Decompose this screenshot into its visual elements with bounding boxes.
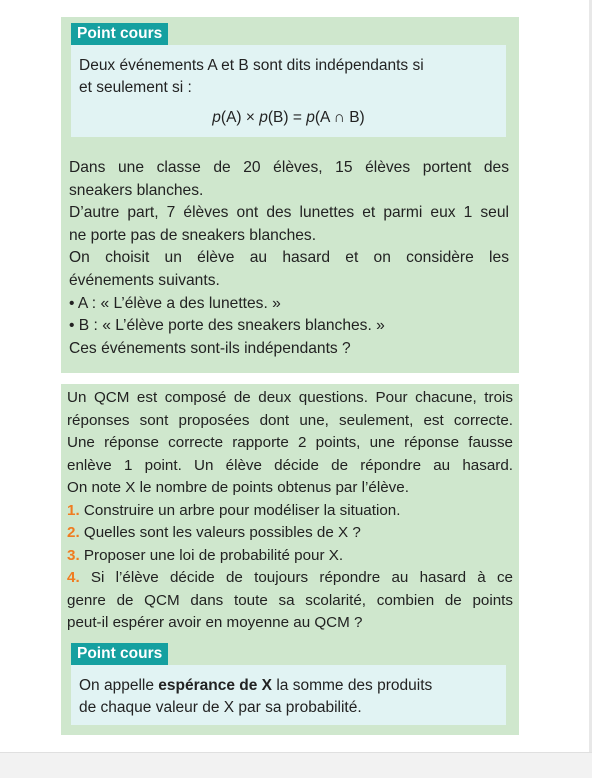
- formula-p: p: [306, 109, 315, 126]
- definition-line: de chaque valeur de X par sa probabilité.: [79, 699, 362, 716]
- definition-line: [79, 675, 499, 697]
- formula-part: (B) =: [267, 109, 307, 126]
- intro-line: On note X le nombre de points obtenus par l’élève.: [67, 479, 409, 496]
- question-4-line: peut-il espérer avoir en moyenne au QCM ?: [67, 614, 363, 631]
- question-text: Proposer une loi de probabilité pour X.: [79, 546, 344, 564]
- point-cours-definition: [79, 55, 499, 99]
- intro-line: Un QCM est composé de deux questions. Pour chacune, trois: [67, 389, 513, 406]
- exercise-2-statement: [67, 387, 513, 635]
- statement-line: sneakers blanches.: [69, 181, 204, 199]
- exercise-2-block: [61, 384, 519, 735]
- definition-term: espérance de X: [158, 677, 273, 694]
- event-a-line: • A : « L’élève a des lunettes. »: [69, 294, 281, 312]
- statement-line: événements suivants.: [69, 271, 220, 289]
- question-text: Quelles sont les valeurs possibles de X ?: [79, 524, 361, 541]
- statement-line: On choisit un élève au hasard et on considère les: [69, 249, 509, 267]
- point-cours-definition: [79, 675, 499, 719]
- exercise-1-statement: [69, 157, 509, 360]
- question-3: [67, 545, 513, 568]
- exercise-1-block: [61, 17, 519, 373]
- question-4-line: genre de QCM dans toute sa scolarité, combien de points: [67, 591, 513, 609]
- definition-text: On appelle: [79, 677, 159, 694]
- question-4: [67, 567, 513, 590]
- point-cours-label: Point cours: [71, 23, 168, 45]
- definition-line: Deux événements A et B sont dits indépendants si: [79, 57, 424, 74]
- point-cours-label: Point cours: [71, 643, 168, 665]
- intro-line: Une réponse correcte rapporte 2 points, une réponse fausse: [67, 434, 513, 451]
- question-number: 2.: [67, 524, 80, 541]
- definition-text: la somme des produits: [272, 677, 433, 694]
- question-number: 1.: [67, 501, 80, 519]
- statement-line: Dans une classe de 20 élèves, 15 élèves portent des: [69, 159, 509, 176]
- independence-formula: [71, 107, 506, 129]
- intro-line: réponses sont proposées dont une, seulement, est correcte.: [67, 411, 513, 429]
- statement-line: ne porte pas de sneakers blanches.: [69, 226, 317, 244]
- statement-line: D’autre part, 7 élèves ont des lunettes et parmi eux 1 seul: [69, 204, 509, 222]
- question-2: [67, 522, 513, 545]
- definition-line: et seulement si :: [79, 79, 192, 96]
- formula-p: p: [259, 109, 268, 126]
- point-cours-box: [71, 45, 506, 137]
- footer-bar: [0, 752, 592, 778]
- formula-part: (A ∩ B): [314, 109, 365, 126]
- question-text: Si l’élève décide de toujours répondre au hasard à ce: [79, 569, 513, 586]
- question-number: 3.: [67, 546, 80, 564]
- point-cours-box: [71, 665, 506, 725]
- question-1: [67, 500, 513, 523]
- question-number: 4.: [67, 569, 80, 586]
- question-text: Construire un arbre pour modéliser la situation.: [79, 501, 401, 519]
- intro-line: enlève 1 point. Un élève décide de répondre au hasard.: [67, 456, 513, 474]
- formula-p: p: [212, 109, 221, 126]
- formula-part: (A) ×: [220, 109, 260, 126]
- event-b-line: • B : « L’élève porte des sneakers blanches. »: [69, 317, 385, 335]
- question-line: Ces événements sont-ils indépendants ?: [69, 339, 351, 357]
